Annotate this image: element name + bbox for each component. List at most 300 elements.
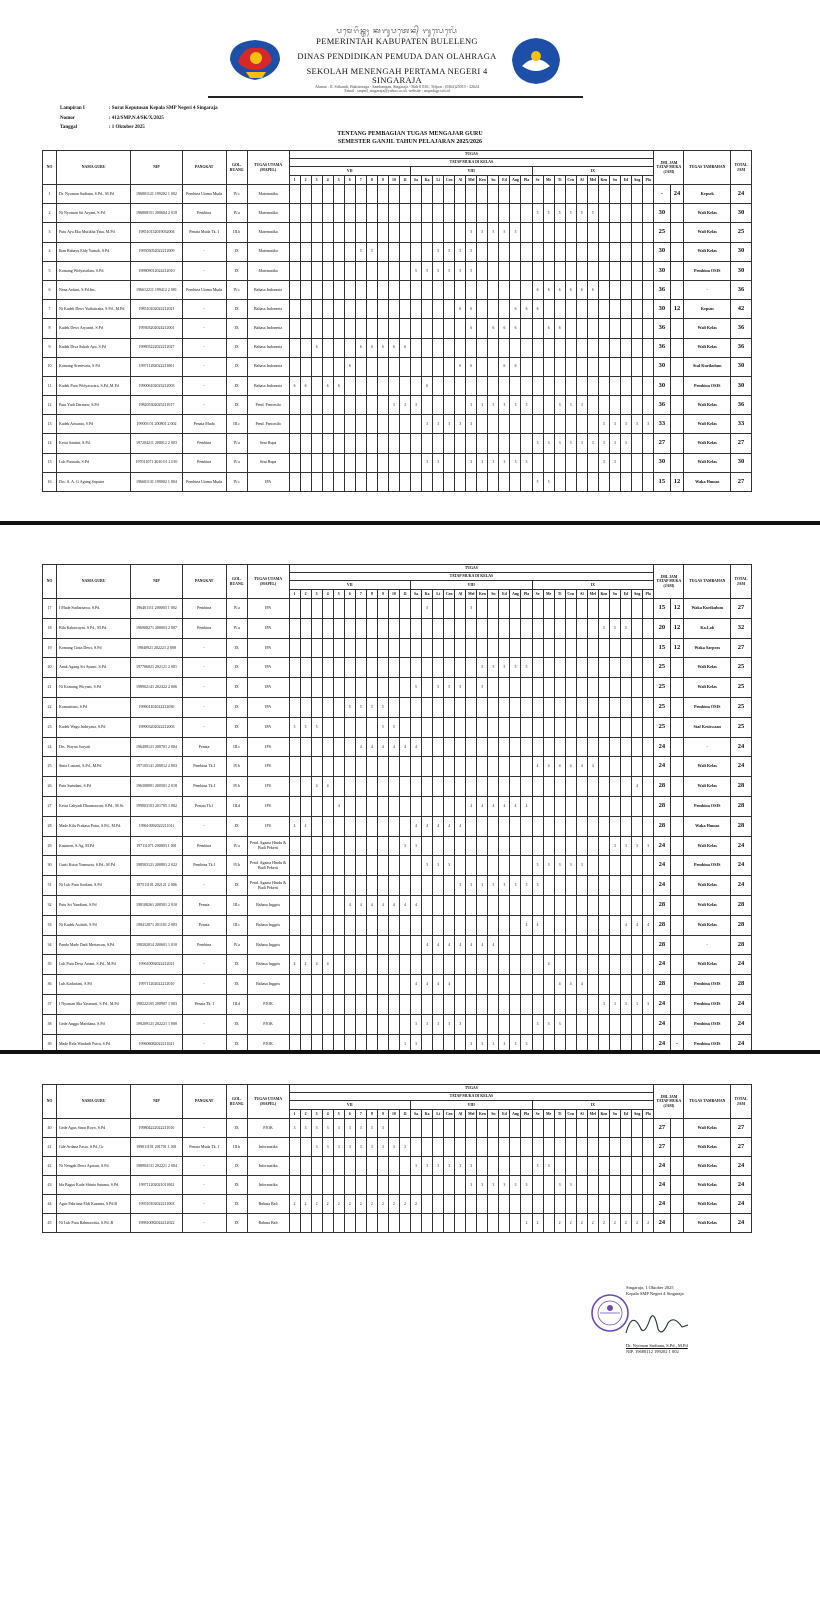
class-hours-cell <box>355 319 366 338</box>
class-hours-cell <box>477 338 488 357</box>
class-hours-cell <box>499 955 510 975</box>
class-hours-cell <box>366 638 377 658</box>
class-hours-cell: 3 <box>455 876 466 896</box>
teacher-name: Drs. Wayan Suryati <box>56 737 130 757</box>
class-hours-cell <box>543 300 554 319</box>
class-hours-cell <box>322 204 333 223</box>
teacher-grade: III.b <box>226 1138 247 1157</box>
class-hours-cell <box>311 319 322 338</box>
additional-task: Pembina OSIS <box>684 975 731 995</box>
teacher-grade: IV.a <box>226 599 247 619</box>
table-row <box>43 472 752 491</box>
column-header-grade-8: VIII <box>411 581 533 590</box>
class-header: Mel <box>466 176 477 185</box>
class-hours-cell <box>587 185 598 204</box>
table-row <box>43 185 752 204</box>
class-hours-cell: 6 <box>466 319 477 338</box>
class-hours-cell <box>565 261 576 280</box>
teacher-nip: 199510102022211003 <box>131 1195 182 1214</box>
class-hours-cell <box>620 319 631 338</box>
class-header: 1 <box>289 590 300 599</box>
class-hours-cell <box>521 434 532 453</box>
class-hours-cell: 3 <box>521 396 532 415</box>
class-hours-cell <box>466 678 477 698</box>
additional-task: Wali Kelas <box>684 396 731 415</box>
total-hours: 25 <box>730 223 751 242</box>
class-hours-cell <box>554 678 565 698</box>
class-hours-cell <box>311 357 322 376</box>
class-hours-cell: 6 <box>510 357 521 376</box>
class-hours-cell <box>576 777 587 797</box>
table-row <box>43 599 752 619</box>
teaching-hours: 30 <box>654 204 670 223</box>
class-hours-cell <box>355 717 366 737</box>
class-hours-cell <box>543 415 554 434</box>
class-hours-cell <box>499 1157 510 1176</box>
teacher-rank: - <box>182 638 226 658</box>
teaching-hours: 30 <box>654 357 670 376</box>
class-hours-cell: 5 <box>355 697 366 717</box>
class-hours-cell <box>388 453 399 472</box>
class-hours-cell <box>399 204 410 223</box>
teacher-nip: 199209121 202221 1 008 <box>131 1014 182 1034</box>
teacher-name: Komasituni, S.Pd <box>56 697 130 717</box>
class-hours-cell: 4 <box>344 895 355 915</box>
teacher-name: Komang Widyasrilata, S.Pd. <box>56 261 130 280</box>
class-hours-cell <box>388 472 399 491</box>
class-hours-cell <box>322 261 333 280</box>
class-hours-cell <box>444 472 455 491</box>
class-header: Pla <box>521 590 532 599</box>
class-hours-cell <box>488 618 499 638</box>
class-hours-cell <box>609 204 620 223</box>
class-hours-cell: 3 <box>388 1138 399 1157</box>
teacher-subject: Pend. Agama Hindu & Budi Pekerti <box>247 876 289 896</box>
class-hours-cell: 3 <box>521 1176 532 1195</box>
class-hours-cell <box>620 816 631 836</box>
class-hours-cell <box>576 737 587 757</box>
class-hours-cell <box>587 1138 598 1157</box>
class-hours-cell <box>355 376 366 395</box>
class-hours-cell <box>366 453 377 472</box>
class-hours-cell <box>466 717 477 737</box>
document-page-2 <box>0 527 820 1050</box>
class-hours-cell <box>355 994 366 1014</box>
class-hours-cell <box>333 697 344 717</box>
class-hours-cell <box>521 1138 532 1157</box>
class-hours-cell: 3 <box>333 1138 344 1157</box>
class-hours-cell <box>488 994 499 1014</box>
class-hours-cell <box>322 300 333 319</box>
extra-hours <box>670 1176 684 1195</box>
class-hours-cell <box>422 955 433 975</box>
class-hours-cell: 3 <box>366 1119 377 1138</box>
column-header-rank: PANGKAT <box>182 1085 226 1119</box>
class-hours-cell <box>455 223 466 242</box>
teacher-subject: Matematika <box>247 242 289 261</box>
teacher-name: Putu Sri Yandiani, S.Pd <box>56 895 130 915</box>
teacher-subject: IPA <box>247 599 289 619</box>
class-hours-cell <box>554 955 565 975</box>
class-hours-cell <box>643 396 654 415</box>
class-hours-cell <box>366 796 377 816</box>
class-hours-cell <box>433 638 444 658</box>
class-hours-cell <box>554 300 565 319</box>
class-hours-cell <box>609 737 620 757</box>
teaching-hours: 28 <box>654 915 670 935</box>
additional-task: Wali Kelas <box>684 1195 731 1214</box>
table-row <box>43 434 752 453</box>
class-hours-cell <box>455 955 466 975</box>
teaching-hours: - <box>654 185 670 204</box>
class-header: Mel <box>466 590 477 599</box>
class-hours-cell <box>466 434 477 453</box>
class-header: 3 <box>311 176 322 185</box>
class-hours-cell <box>643 975 654 995</box>
class-hours-cell: 6 <box>543 319 554 338</box>
row-number: 7 <box>43 300 57 319</box>
class-hours-cell <box>565 915 576 935</box>
teacher-grade: IX <box>226 876 247 896</box>
class-hours-cell <box>488 472 499 491</box>
class-hours-cell <box>477 1195 488 1214</box>
teacher-grade: IV.b <box>226 856 247 876</box>
class-hours-cell: 5 <box>444 261 455 280</box>
class-hours-cell <box>388 836 399 856</box>
table-row <box>43 1157 752 1176</box>
class-hours-cell <box>455 396 466 415</box>
teacher-nip: 199610092022212021 <box>131 955 182 975</box>
class-hours-cell <box>554 935 565 955</box>
class-hours-cell <box>344 757 355 777</box>
class-hours-cell <box>444 396 455 415</box>
class-hours-cell <box>344 994 355 1014</box>
class-hours-cell <box>598 185 609 204</box>
class-hours-cell: 5 <box>377 697 388 717</box>
class-hours-cell <box>411 242 422 261</box>
class-hours-cell <box>598 261 609 280</box>
class-hours-cell <box>499 717 510 737</box>
class-hours-cell: 3 <box>554 1014 565 1034</box>
class-hours-cell <box>477 638 488 658</box>
class-hours-cell <box>366 658 377 678</box>
row-number: 37 <box>43 994 57 1014</box>
class-hours-cell <box>598 678 609 698</box>
class-hours-cell <box>576 300 587 319</box>
class-hours-cell <box>565 638 576 658</box>
table-row <box>43 300 752 319</box>
teacher-grade: III.c <box>226 895 247 915</box>
class-hours-cell <box>488 357 499 376</box>
class-hours-cell <box>609 697 620 717</box>
class-hours-cell <box>300 796 311 816</box>
class-hours-cell <box>643 472 654 491</box>
teacher-rank: - <box>182 376 226 395</box>
class-header: 2 <box>300 590 311 599</box>
teacher-rank: - <box>182 955 226 975</box>
total-hours: 36 <box>730 319 751 338</box>
class-hours-cell <box>322 975 333 995</box>
total-hours: 30 <box>730 357 751 376</box>
class-hours-cell <box>499 856 510 876</box>
class-hours-cell <box>311 1014 322 1034</box>
extra-hours <box>670 1014 684 1034</box>
class-hours-cell <box>377 935 388 955</box>
teacher-rank: - <box>182 1157 226 1176</box>
class-hours-cell <box>587 319 598 338</box>
class-hours-cell <box>333 757 344 777</box>
class-hours-cell <box>532 242 543 261</box>
class-hours-cell: 3 <box>433 415 444 434</box>
teaching-hours: 27 <box>654 434 670 453</box>
class-hours-cell <box>289 242 300 261</box>
class-hours-cell: 3 <box>620 994 631 1014</box>
class-hours-cell <box>289 915 300 935</box>
class-hours-cell <box>643 357 654 376</box>
class-hours-cell: 6 <box>333 376 344 395</box>
class-hours-cell <box>477 599 488 619</box>
class-hours-cell <box>433 915 444 935</box>
class-hours-cell <box>322 319 333 338</box>
teaching-hours: 36 <box>654 319 670 338</box>
class-hours-cell <box>444 1195 455 1214</box>
class-hours-cell: 3 <box>377 1119 388 1138</box>
teacher-rank: - <box>182 1119 226 1138</box>
class-hours-cell <box>455 1176 466 1195</box>
class-hours-cell <box>355 280 366 299</box>
extra-hours <box>670 816 684 836</box>
class-hours-cell <box>576 876 587 896</box>
class-hours-cell <box>300 1138 311 1157</box>
class-hours-cell <box>399 357 410 376</box>
class-hours-cell <box>565 737 576 757</box>
class-hours-cell: 5 <box>455 261 466 280</box>
class-hours-cell: 3 <box>366 1138 377 1157</box>
teacher-rank: - <box>182 319 226 338</box>
class-hours-cell <box>355 955 366 975</box>
teacher-grade: IV.a <box>226 434 247 453</box>
class-hours-cell <box>388 261 399 280</box>
class-hours-cell <box>366 836 377 856</box>
class-hours-cell: 4 <box>499 796 510 816</box>
extra-hours <box>670 737 684 757</box>
class-hours-cell <box>300 261 311 280</box>
row-number: 42 <box>43 1157 57 1176</box>
class-hours-cell <box>466 836 477 856</box>
class-hours-cell <box>355 915 366 935</box>
class-hours-cell <box>576 242 587 261</box>
class-hours-cell: 3 <box>355 1138 366 1157</box>
class-hours-cell <box>344 777 355 797</box>
teacher-grade: III.c <box>226 737 247 757</box>
class-hours-cell <box>543 935 554 955</box>
class-hours-cell <box>322 396 333 415</box>
table-row <box>43 777 752 797</box>
class-hours-cell <box>355 935 366 955</box>
class-hours-cell: 3 <box>643 994 654 1014</box>
total-hours: 25 <box>730 697 751 717</box>
class-hours-cell <box>411 658 422 678</box>
teacher-subject: PJOK <box>247 994 289 1014</box>
teacher-name: Drs. A. A. G Agung Suputra <box>56 472 130 491</box>
class-hours-cell <box>609 223 620 242</box>
teacher-subject: Pend. Pancasila <box>247 396 289 415</box>
class-hours-cell <box>643 678 654 698</box>
class-hours-cell <box>477 434 488 453</box>
class-hours-cell: 3 <box>565 434 576 453</box>
row-number: 13 <box>43 415 57 434</box>
column-header-grade-7: VII <box>289 167 411 176</box>
class-hours-cell: 4 <box>477 796 488 816</box>
class-hours-cell <box>598 796 609 816</box>
class-hours-cell <box>576 658 587 678</box>
teacher-rank: - <box>182 261 226 280</box>
class-hours-cell <box>455 453 466 472</box>
class-header: Li <box>433 1110 444 1119</box>
class-hours-cell <box>532 1138 543 1157</box>
class-hours-cell <box>576 472 587 491</box>
class-hours-cell <box>543 1119 554 1138</box>
class-hours-cell <box>643 261 654 280</box>
class-hours-cell: 6 <box>289 376 300 395</box>
class-hours-cell <box>388 319 399 338</box>
additional-task: Wali Kelas <box>684 876 731 896</box>
class-hours-cell <box>355 975 366 995</box>
row-number: 4 <box>43 242 57 261</box>
class-hours-cell: 3 <box>532 1157 543 1176</box>
class-hours-cell <box>366 434 377 453</box>
class-hours-cell <box>455 618 466 638</box>
teaching-hours: 25 <box>654 658 670 678</box>
teacher-subject: IPA <box>247 472 289 491</box>
class-hours-cell <box>543 895 554 915</box>
row-number: 20 <box>43 658 57 678</box>
class-hours-cell <box>643 1119 654 1138</box>
teaching-hours: 28 <box>654 975 670 995</box>
teaching-hours: 25 <box>654 717 670 737</box>
class-hours-cell <box>322 935 333 955</box>
class-hours-cell <box>565 618 576 638</box>
teacher-grade: IV.c <box>226 280 247 299</box>
class-hours-cell <box>609 185 620 204</box>
class-hours-cell <box>377 638 388 658</box>
additional-task: Kepsek <box>684 185 731 204</box>
class-hours-cell: 5 <box>433 261 444 280</box>
row-number: 16 <box>43 472 57 491</box>
class-hours-cell <box>333 223 344 242</box>
additional-task: Wali Kelas <box>684 1138 731 1157</box>
class-hours-cell <box>521 472 532 491</box>
class-hours-cell <box>609 357 620 376</box>
class-hours-cell <box>311 396 322 415</box>
teacher-rank: Pembina Tk.I <box>182 757 226 777</box>
class-hours-cell <box>532 935 543 955</box>
class-hours-cell: 3 <box>344 1138 355 1157</box>
class-hours-cell <box>422 1176 433 1195</box>
column-header-face-to-face: TATAP MUKA DI KELAS <box>289 1093 654 1101</box>
class-hours-cell <box>587 955 598 975</box>
class-hours-cell <box>355 876 366 896</box>
class-header: 8 <box>366 1110 377 1119</box>
additional-task: - <box>684 280 731 299</box>
teacher-name: Kadek Wagu Indriyana, S.Pd <box>56 717 130 737</box>
extra-hours <box>670 319 684 338</box>
class-hours-cell <box>433 717 444 737</box>
class-hours-cell <box>300 836 311 856</box>
class-hours-cell <box>598 658 609 678</box>
class-hours-cell <box>532 697 543 717</box>
class-hours-cell <box>598 280 609 299</box>
class-hours-cell <box>366 777 377 797</box>
extra-hours: 12 <box>670 472 684 491</box>
class-header: Cen <box>444 176 455 185</box>
row-number: 8 <box>43 319 57 338</box>
total-hours: 24 <box>730 955 751 975</box>
total-hours: 24 <box>730 1014 751 1034</box>
class-hours-cell <box>366 955 377 975</box>
class-hours-cell: 3 <box>399 396 410 415</box>
class-hours-cell <box>455 836 466 856</box>
class-hours-cell <box>598 1176 609 1195</box>
teacher-subject: Bahasa Inggris <box>247 895 289 915</box>
row-number: 12 <box>43 396 57 415</box>
class-hours-cell <box>466 618 477 638</box>
class-hours-cell: 2 <box>311 1195 322 1214</box>
class-hours-cell <box>576 453 587 472</box>
class-hours-cell <box>554 1157 565 1176</box>
column-header-face-to-face: TATAP MUKA DI KELAS <box>289 159 654 167</box>
class-header: Mel <box>587 176 598 185</box>
class-hours-cell <box>355 796 366 816</box>
class-hours-cell <box>411 472 422 491</box>
signature-name: Dr. Nyoman Sudiana, S.Pd., M.Pd <box>626 1343 688 1348</box>
class-hours-cell <box>311 856 322 876</box>
class-hours-cell <box>388 300 399 319</box>
class-hours-cell: 3 <box>510 1176 521 1195</box>
total-hours: 24 <box>730 1176 751 1195</box>
table-row <box>43 1195 752 1214</box>
class-hours-cell <box>333 261 344 280</box>
class-header: Ang <box>631 176 642 185</box>
class-hours-cell <box>433 1138 444 1157</box>
class-hours-cell: 6 <box>510 300 521 319</box>
class-hours-cell <box>521 280 532 299</box>
column-header-grade: GOL. RUANG <box>226 565 247 599</box>
total-hours: 24 <box>730 994 751 1014</box>
class-hours-cell <box>466 915 477 935</box>
class-hours-cell <box>521 994 532 1014</box>
class-hours-cell <box>411 357 422 376</box>
class-hours-cell <box>620 717 631 737</box>
class-hours-cell <box>366 1176 377 1195</box>
class-hours-cell <box>366 816 377 836</box>
total-hours: 27 <box>730 1138 751 1157</box>
class-hours-cell <box>311 658 322 678</box>
teacher-name: Agus Pahriana Eldi Kasanta, S.Pd.B <box>56 1195 130 1214</box>
teaching-hours: 24 <box>654 955 670 975</box>
class-hours-cell <box>587 261 598 280</box>
class-hours-cell <box>488 1138 499 1157</box>
class-hours-cell: 4 <box>576 975 587 995</box>
additional-task: Pembina OSIS <box>684 994 731 1014</box>
class-hours-cell <box>366 717 377 737</box>
class-header: 3 <box>311 1110 322 1119</box>
class-hours-cell <box>399 300 410 319</box>
class-hours-cell <box>521 955 532 975</box>
class-hours-cell <box>433 994 444 1014</box>
class-hours-cell <box>466 777 477 797</box>
class-hours-cell: 3 <box>466 415 477 434</box>
